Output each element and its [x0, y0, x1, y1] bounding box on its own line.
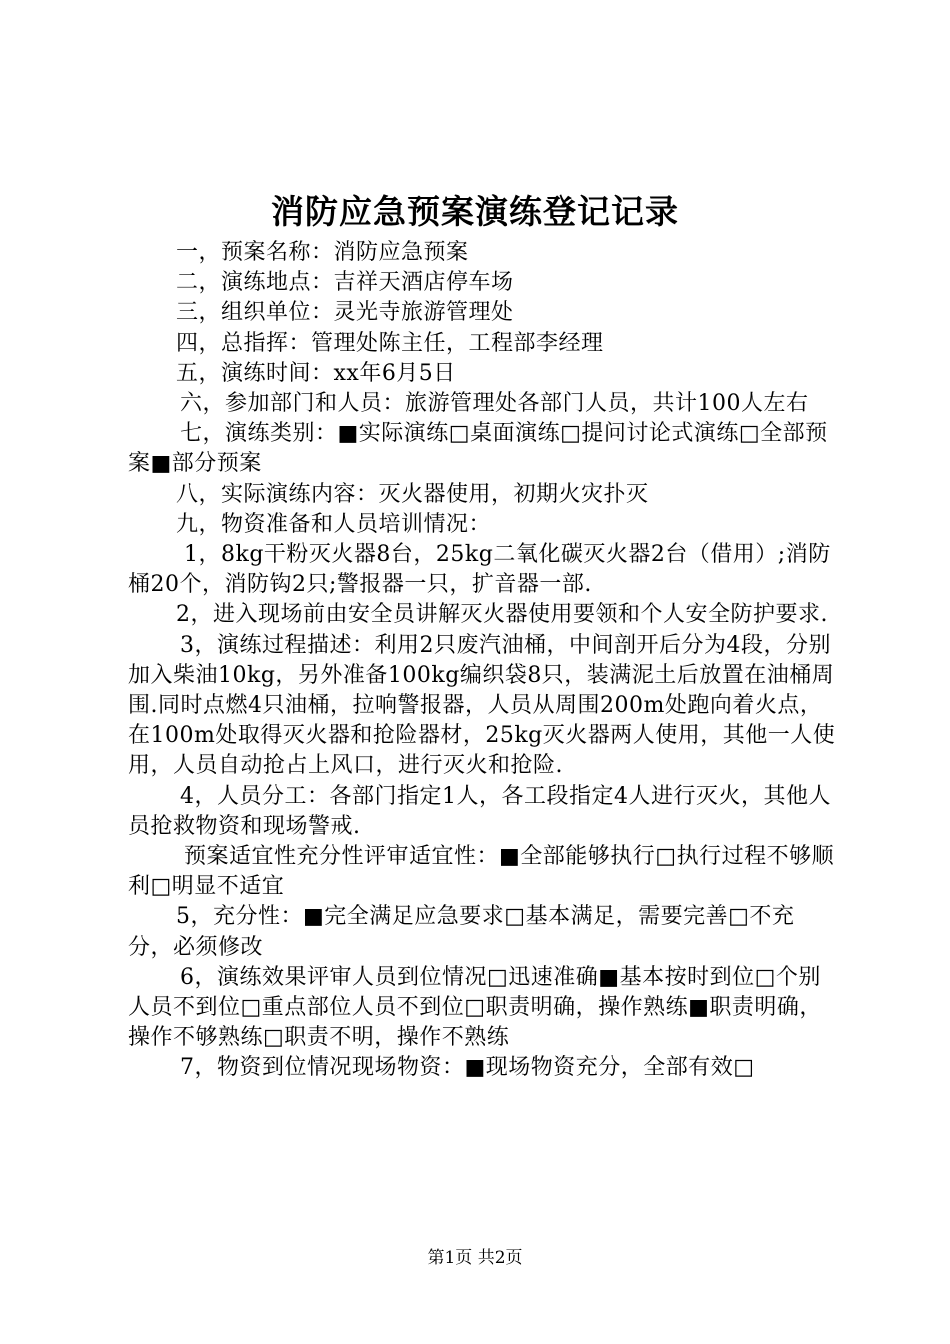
- paragraph-item-4: 4，人员分工：各部门指定1人，各工段指定4人进行灭火，其他人员抢救物资和现场警戒.: [128, 783, 831, 839]
- paragraph-drill-category: 七，演练类别：■实际演练□桌面演练□提问讨论式演练□全部预案■部分预案: [128, 421, 828, 477]
- paragraph-item-1: 1，8kg干粉灭火器8台，25kg二氧化碳灭火器2台（借用）;消防桶20个，消防钩2只;警报器一只，扩音器一部.: [128, 542, 831, 598]
- paragraph-item-2: 2，进入现场前由安全员讲解灭火器使用要领和个人安全防护要求.: [176, 602, 828, 628]
- paragraph-participants: 六，参加部门和人员：旅游管理处各部门人员，共计100人左右: [180, 391, 809, 417]
- paragraph-drill-content: 八，实际演练内容：灭火器使用，初期火灾扑灭: [176, 481, 649, 507]
- document-title: 消防应急预案演练登记记录: [271, 192, 679, 231]
- paragraph-suitability: 预案适宜性充分性评审适宜性：■全部能够执行□执行过程不够顺利□明显不适宜: [128, 844, 835, 900]
- paragraph-preparation: 九，物资准备和人员培训情况：: [176, 511, 492, 537]
- page-footer: 第1页 共2页: [427, 1248, 523, 1268]
- paragraph-drill-location: 二，演练地点：吉祥天酒店停车场: [176, 270, 514, 296]
- paragraph-commander: 四，总指挥：管理处陈主任，工程部李经理: [176, 330, 604, 356]
- paragraph-item-5: 5，充分性：■完全满足应急要求□基本满足，需要完善□不充分，必须修改: [128, 904, 795, 960]
- document-body: [128, 238, 836, 1084]
- paragraph-item-7: 7，物资到位情况现场物资：■现场物资充分，全部有效□: [180, 1055, 755, 1081]
- paragraph-item-6: 6，演练效果评审人员到位情况□迅速准确■基本按时到位□个别人员不到位□重点部位人员不到位□职责明确，操作熟练■职责明确，操作不够熟练□职责不明，操作不熟练: [128, 964, 822, 1051]
- paragraph-item-3: 3，演练过程描述：利用2只废汽油桶，中间剖开后分为4段，分别加入柴油10kg，另外准备100kg编织袋8只，装满泥土后放置在油桶周围.同时点燃4只油桶，拉响警报器，人员从周围200m处跑向着火点，在100m处取得灭火器和抢险器材，25kg灭火器两人使用，其他一人使用，人员自动抢占上风口，进行灭火和抢险.: [128, 632, 836, 779]
- paragraph-plan-name: 一，预案名称：消防应急预案: [176, 240, 469, 265]
- paragraph-drill-time: 五，演练时间：xx年6月5日: [176, 360, 456, 386]
- paragraph-organizer: 三，组织单位：灵光寺旅游管理处: [176, 300, 514, 326]
